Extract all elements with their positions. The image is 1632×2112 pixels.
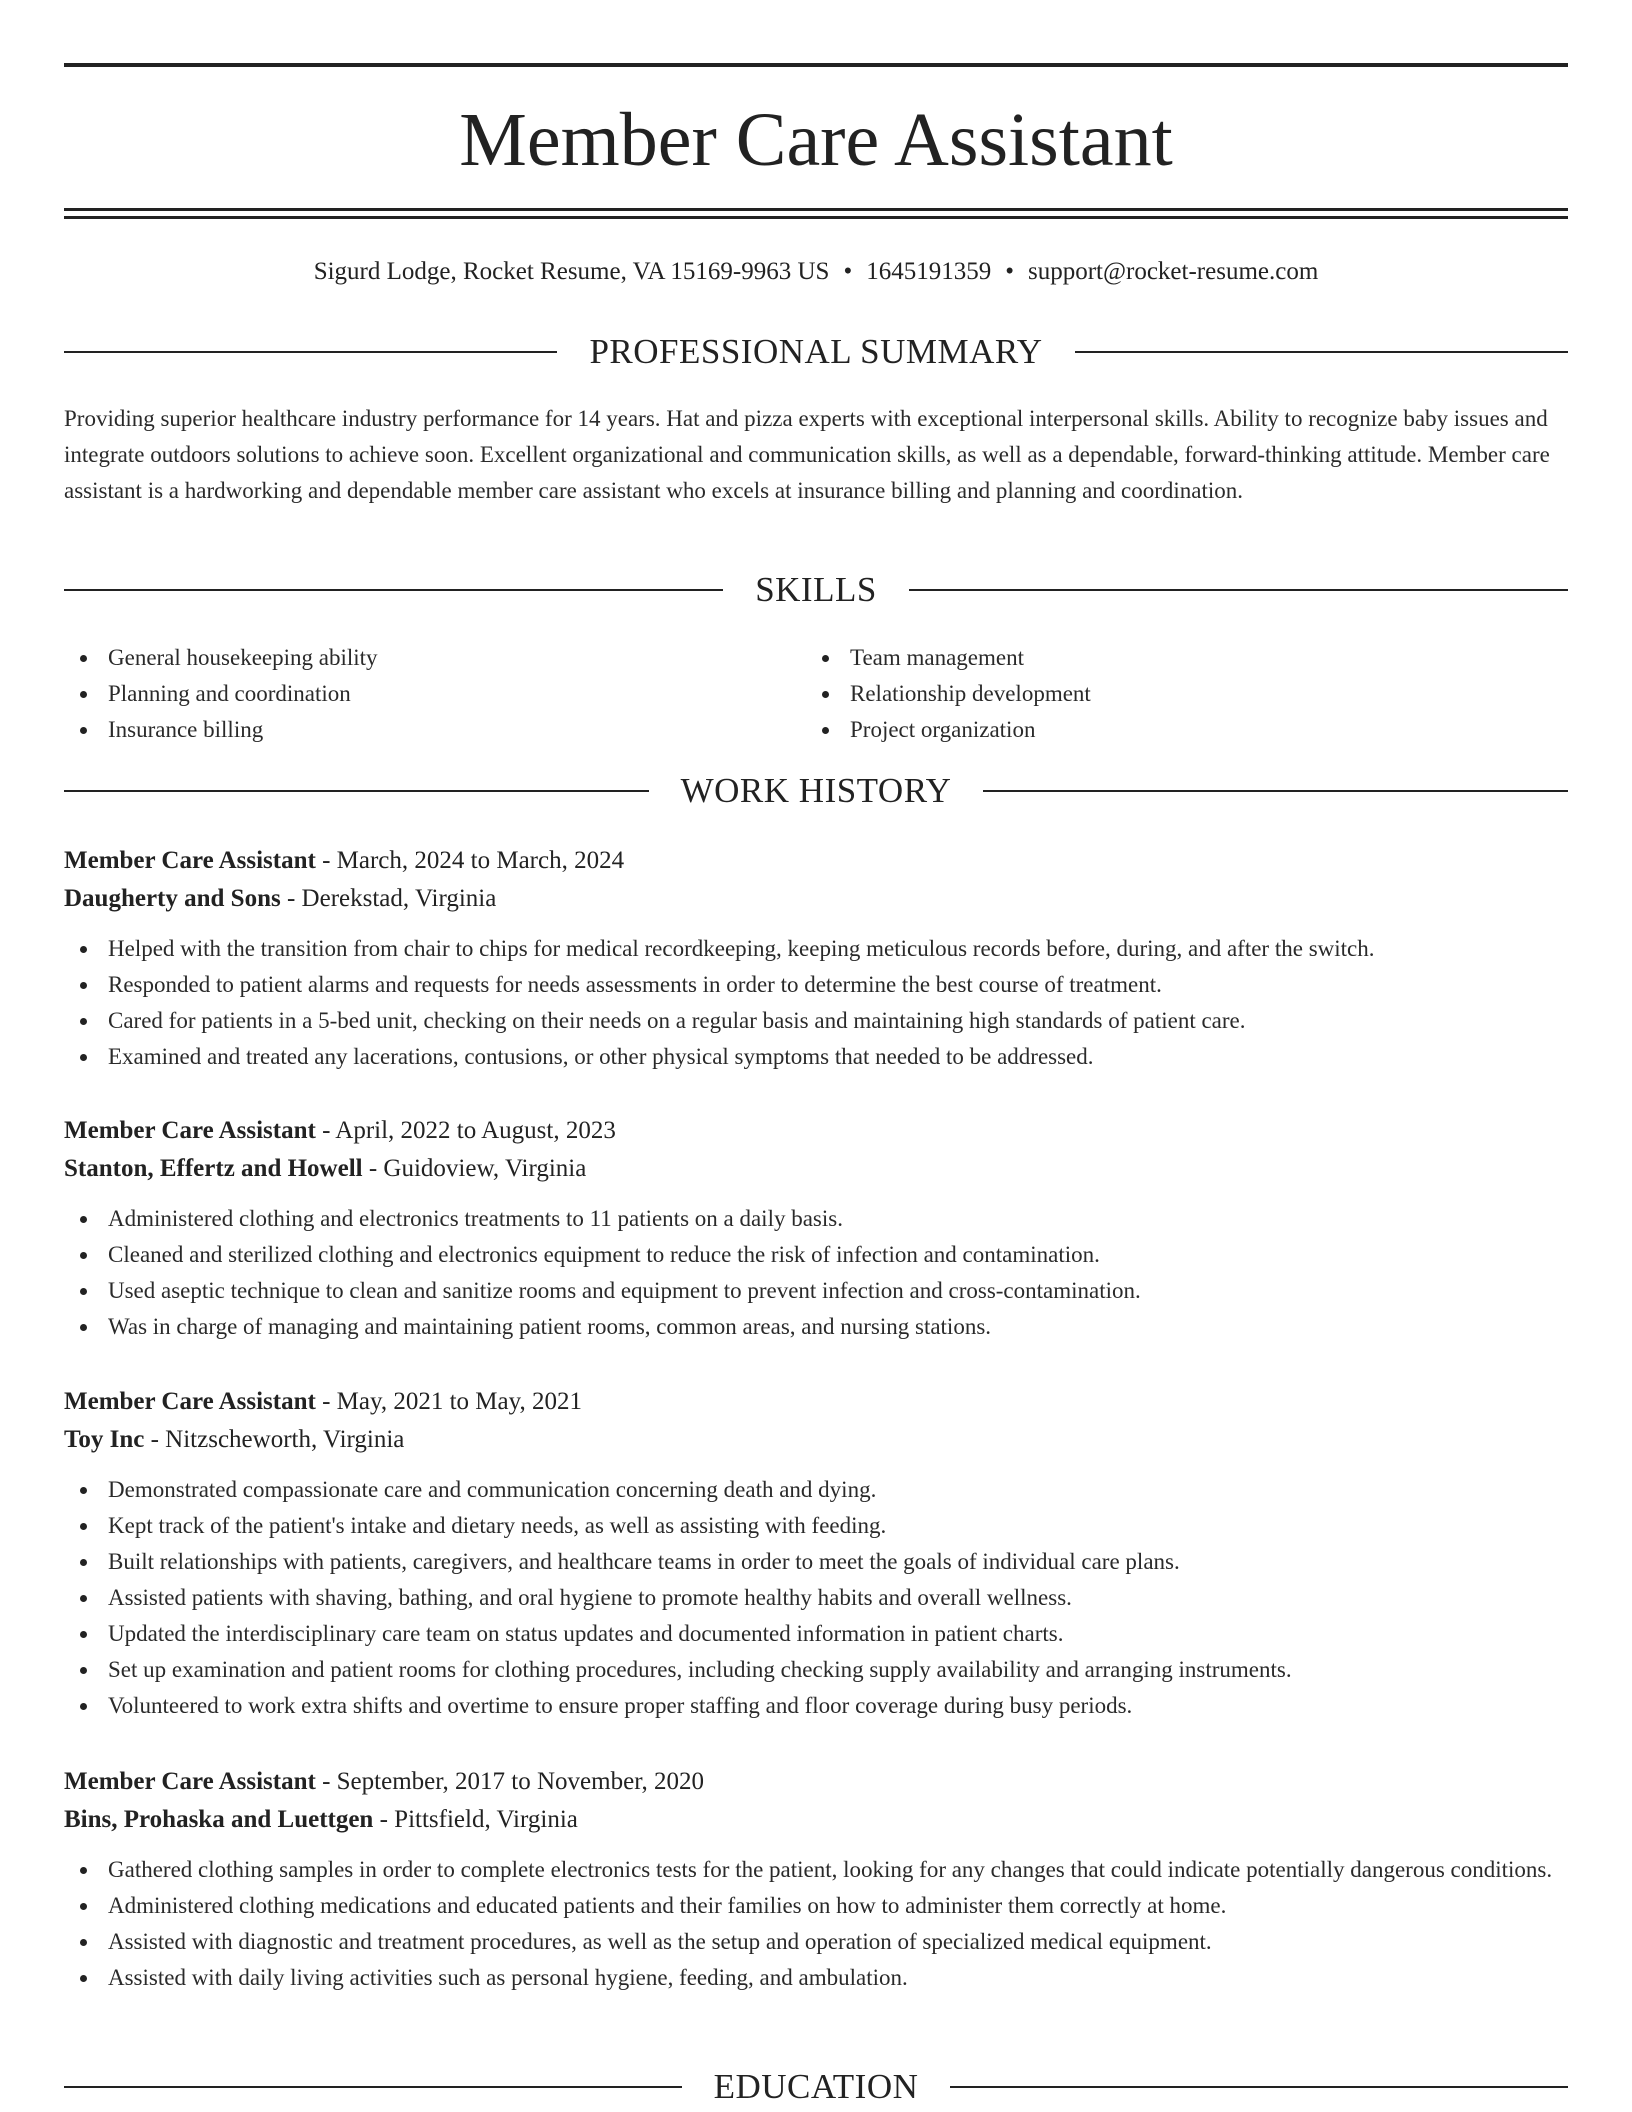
job-title-line [64, 1383, 1568, 1421]
job-title: Member Care Assistant [64, 1388, 316, 1415]
job-location: - Pittsfield, Virginia [373, 1806, 578, 1833]
contact-phone: 1645191359 [866, 258, 992, 285]
contact-separator: • [843, 258, 853, 285]
contact-address: Sigurd Lodge, Rocket Resume, VA 15169-9963 US [313, 258, 830, 285]
job-entry [64, 1112, 1568, 1345]
title-double-rule-bottom [64, 216, 1568, 219]
skill-item: Planning and coordination [64, 676, 764, 712]
list-item: Helped with the transition from chair to chips for medical recordkeeping, keeping meticulous records before, during, and after the switch. [64, 931, 1568, 967]
job-title-line [64, 842, 1568, 880]
job-title: Member Care Assistant [64, 1768, 316, 1795]
job-company: Toy Inc [64, 1426, 145, 1453]
summary-text: Providing superior healthcare industry performance for 14 years. Hat and pizza experts with exceptional interpersonal skills. Ability to recognize baby issues and integrate outdoors solutions to achieve soon. Excellent organizational and communication skills, as well as a dependable, forward-thinking attitude. Member care assistant is a hardworking and dependable member care assistant who excels at insurance billing and planning and coordination. [64, 406, 1550, 503]
top-rule [64, 63, 1568, 67]
heading-rule [1075, 351, 1568, 353]
list-item: Cleaned and sterilized clothing and electronics equipment to reduce the risk of infection and contamination. [64, 1237, 1568, 1273]
page-title: Member Care Assistant [459, 98, 1173, 182]
job-duties-list [64, 1201, 1568, 1345]
section-heading-education [64, 2065, 1568, 2109]
job-dates: - April, 2022 to August, 2023 [315, 1117, 616, 1144]
section-title: SKILLS [755, 570, 877, 609]
skills-list-right [806, 640, 1506, 748]
section-title: PROFESSIONAL SUMMARY [589, 332, 1043, 371]
job-title-line [64, 1112, 1568, 1150]
list-item: Built relationships with patients, caregivers, and healthcare teams in order to meet the goals of individual care plans. [64, 1544, 1568, 1580]
list-item: Used aseptic technique to clean and sanitize rooms and equipment to prevent infection and cross-contamination. [64, 1273, 1568, 1309]
section-title: WORK HISTORY [680, 771, 952, 810]
section-heading-summary [64, 330, 1568, 374]
heading-rule [64, 589, 723, 591]
list-item: Administered clothing and electronics treatments to 11 patients on a daily basis. [64, 1201, 1568, 1237]
heading-rule [64, 351, 557, 353]
heading-rule [983, 790, 1568, 792]
job-company: Bins, Prohaska and Luettgen [64, 1806, 374, 1833]
job-company: Daugherty and Sons [64, 885, 281, 912]
skill-item: Insurance billing [64, 712, 764, 748]
skill-item: Relationship development [806, 676, 1506, 712]
job-dates: - March, 2024 to March, 2024 [315, 847, 625, 874]
job-location: - Derekstad, Virginia [280, 885, 497, 912]
section-title: EDUCATION [713, 2067, 919, 2106]
skill-item: General housekeeping ability [64, 640, 764, 676]
job-duties-list [64, 1472, 1568, 1724]
title-double-rule-top [64, 208, 1568, 211]
list-item: Cared for patients in a 5-bed unit, checking on their needs on a regular basis and maintaining high standards of patient care. [64, 1003, 1568, 1039]
list-item: Responded to patient alarms and requests for needs assessments in order to determine the best course of treatment. [64, 967, 1568, 1003]
heading-rule [64, 2086, 682, 2088]
contact-email: support@rocket-resume.com [1027, 258, 1319, 285]
job-dates: - May, 2021 to May, 2021 [315, 1388, 583, 1415]
list-item: Was in charge of managing and maintaining patient rooms, common areas, and nursing stations. [64, 1309, 1568, 1345]
contact-line [64, 255, 1568, 289]
list-item: Examined and treated any lacerations, contusions, or other physical symptoms that needed to be addressed. [64, 1039, 1568, 1075]
job-entry [64, 1763, 1568, 1996]
job-duties-list [64, 1852, 1568, 1996]
list-item: Assisted with daily living activities such as personal hygiene, feeding, and ambulation. [64, 1960, 1568, 1996]
job-title: Member Care Assistant [64, 1117, 316, 1144]
contact-separator: • [1005, 258, 1014, 285]
job-entry [64, 842, 1568, 1075]
job-company-line [64, 1801, 1568, 1839]
section-heading-work [64, 769, 1568, 813]
heading-rule [909, 589, 1568, 591]
list-item: Assisted patients with shaving, bathing, and oral hygiene to promote healthy habits and overall wellness. [64, 1580, 1568, 1616]
list-item: Kept track of the patient's intake and dietary needs, as well as assisting with feeding. [64, 1508, 1568, 1544]
job-company-line [64, 880, 1568, 918]
list-item: Administered clothing medications and educated patients and their families on how to administer them correctly at home. [64, 1888, 1568, 1924]
job-location: - Nitzscheworth, Virginia [144, 1426, 405, 1453]
heading-rule [950, 2086, 1568, 2088]
job-company: Stanton, Effertz and Howell [64, 1155, 363, 1182]
list-item: Gathered clothing samples in order to complete electronics tests for the patient, looking for any changes that could indicate potentially dangerous conditions. [64, 1852, 1568, 1888]
skill-item: Project organization [806, 712, 1506, 748]
list-item: Set up examination and patient rooms for clothing procedures, including checking supply availability and arranging instruments. [64, 1652, 1568, 1688]
list-item: Assisted with diagnostic and treatment procedures, as well as the setup and operation of specialized medical equipment. [64, 1924, 1568, 1960]
job-company-line [64, 1150, 1568, 1188]
job-entry [64, 1383, 1568, 1724]
job-location: - Guidoview, Virginia [362, 1155, 587, 1182]
list-item: Demonstrated compassionate care and communication concerning death and dying. [64, 1472, 1568, 1508]
skills-list-left [64, 640, 764, 748]
list-item: Updated the interdisciplinary care team on status updates and documented information in patient charts. [64, 1616, 1568, 1652]
job-duties-list [64, 931, 1568, 1075]
job-title-line [64, 1763, 1568, 1801]
job-title: Member Care Assistant [64, 847, 316, 874]
section-heading-skills [64, 568, 1568, 612]
job-dates: - September, 2017 to November, 2020 [315, 1768, 705, 1795]
skill-item: Team management [806, 640, 1506, 676]
heading-rule [64, 790, 649, 792]
job-company-line [64, 1421, 1568, 1459]
list-item: Volunteered to work extra shifts and overtime to ensure proper staffing and floor coverage during busy periods. [64, 1688, 1568, 1724]
